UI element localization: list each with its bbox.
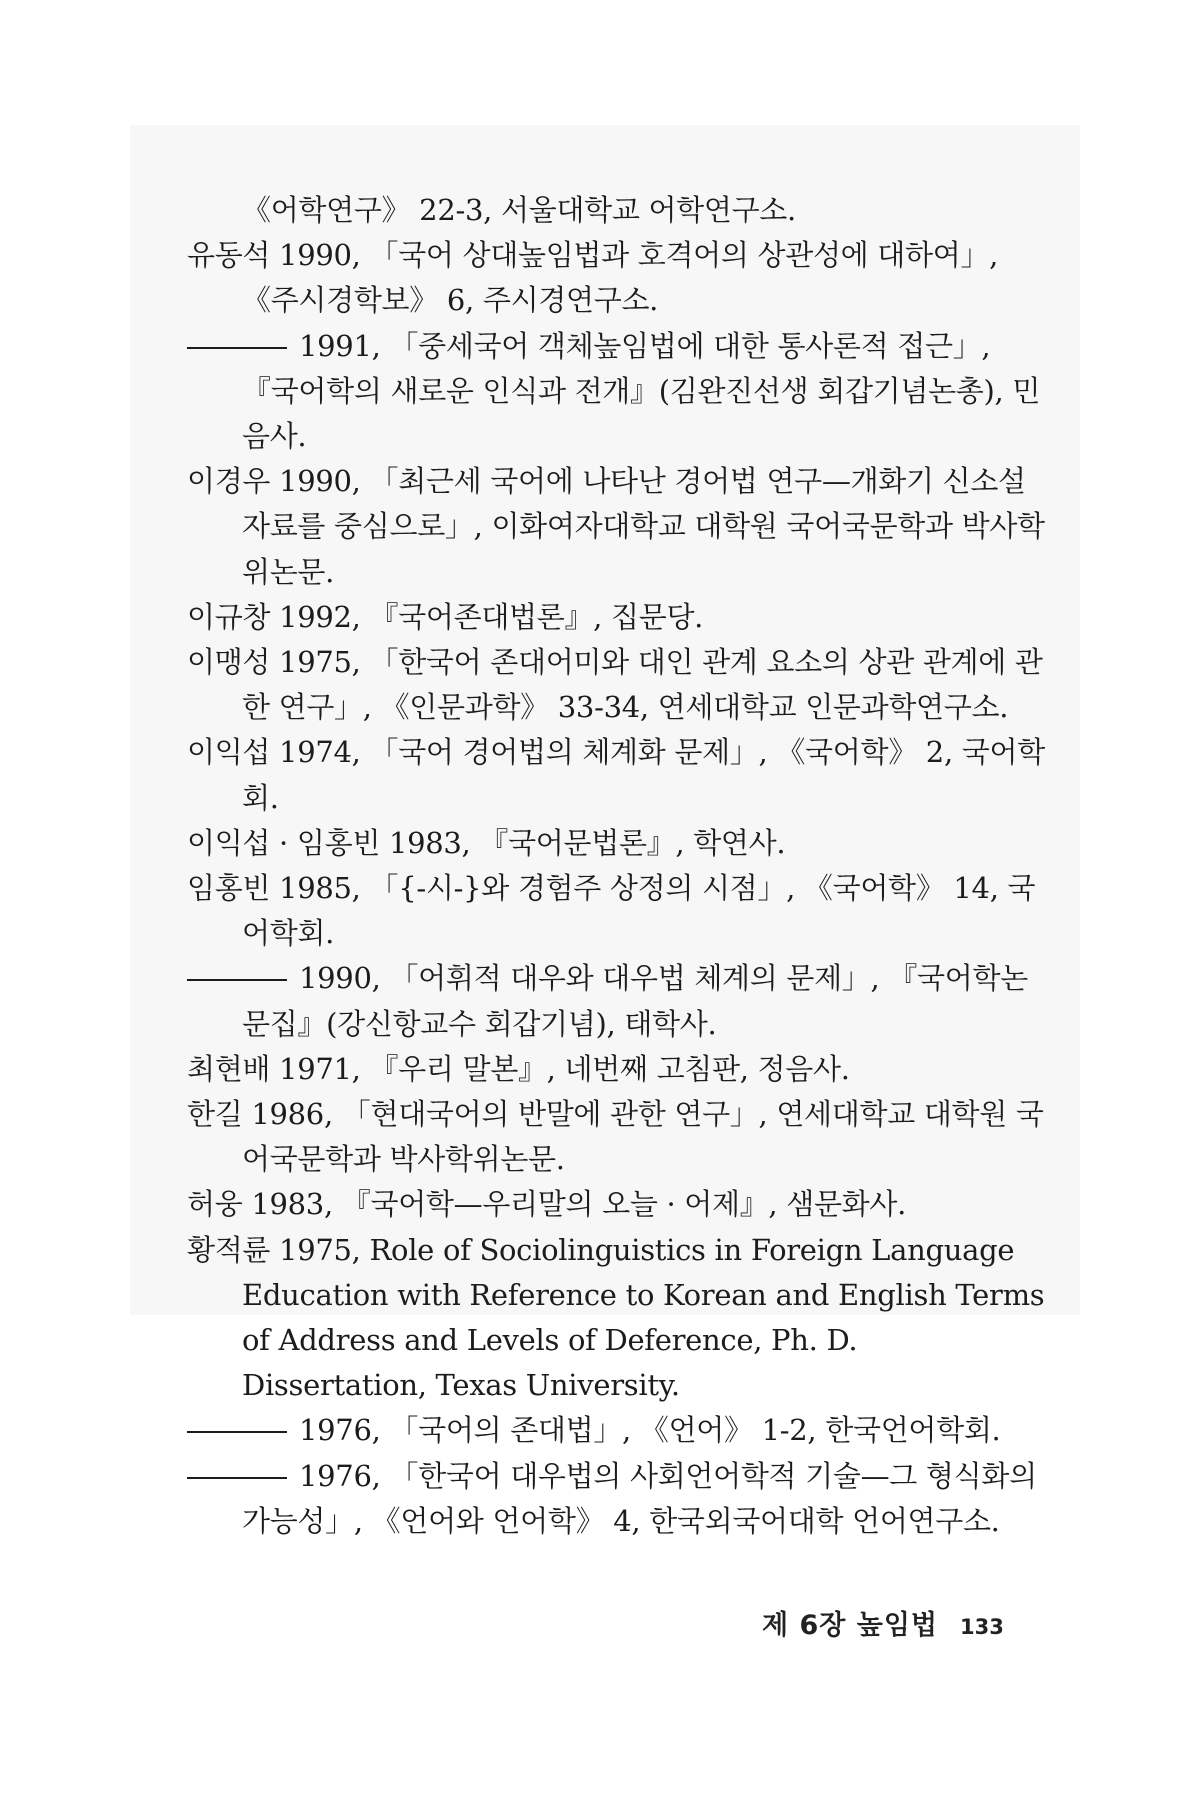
reference-text: 임홍빈 1985, 「{-시-}와 경험주 상정의 시점」, 《국어학》 14, 국어학회. [187, 871, 1036, 951]
reference-text: 한길 1986, 「현대국어의 반말에 관한 연구」, 연세대학교 대학원 국어국문학과 박사학위논문. [187, 1097, 1044, 1177]
reference-entry [187, 1408, 1047, 1453]
reference-entry [187, 233, 1047, 323]
reference-entry [187, 640, 1047, 730]
reference-text: 최현배 1971, 『우리 말본』, 네번째 고침판, 정음사. [187, 1051, 850, 1086]
reference-entry [187, 188, 1047, 233]
reference-text: 1976, 「국어의 존대법」, 《언어》 1-2, 한국언어학회. [299, 1413, 1001, 1448]
reference-entry [187, 1228, 1047, 1409]
page-number: 133 [960, 1615, 1004, 1639]
repeat-author-dash [187, 1431, 287, 1433]
reference-entry [187, 821, 1047, 866]
chapter-title: 제 6장 높임법 [762, 1610, 938, 1641]
repeat-author-dash [187, 1477, 287, 1479]
reference-text: 이익섭 1974, 「국어 경어법의 체계화 문제」, 《국어학》 2, 국어학회. [187, 735, 1045, 815]
reference-text: 이맹성 1975, 「한국어 존대어미와 대인 관계 요소의 상관 관계에 관한 연구」, 《인문과학》 33-34, 연세대학교 인문과학연구소. [187, 645, 1043, 725]
reference-text: 《어학연구》 22-3, 서울대학교 어학연구소. [242, 193, 796, 227]
reference-entry [187, 1454, 1047, 1544]
reference-entry [187, 1182, 1047, 1227]
reference-entry [187, 324, 1047, 460]
reference-text: 이익섭 · 임홍빈 1983, 『국어문법론』, 학연사. [187, 825, 786, 860]
reference-text: 허웅 1983, 『국어학—우리말의 오늘 · 어제』, 샘문화사. [187, 1187, 907, 1222]
reference-text: 이규창 1992, 『국어존대법론』, 집문당. [187, 599, 704, 634]
reference-entry [187, 866, 1047, 956]
reference-text: 유동석 1990, 「국어 상대높임법과 호격어의 상관성에 대하여」, 《주시경학보》 6, 주시경연구소. [187, 238, 999, 318]
reference-text: 1990, 「어휘적 대우와 대우법 체계의 문제」, 『국어학논문집』(강신항교수 회갑기념), 태학사. [242, 961, 1028, 1041]
reference-text: 이경우 1990, 「최근세 국어에 나타난 경어법 연구—개화기 신소설 자료를 중심으로」, 이화여자대학교 대학원 국어국문학과 박사학위논문. [187, 464, 1045, 589]
running-footer [762, 1603, 1004, 1642]
reference-entry [187, 1047, 1047, 1092]
reference-text: 1976, 「한국어 대우법의 사회언어학적 기술—그 형식화의 가능성」, 《언어와 언어학》 4, 한국외국어대학 언어연구소. [242, 1458, 1037, 1538]
reference-entry [187, 459, 1047, 595]
reference-entry [187, 730, 1047, 820]
reference-text: 1991, 「중세국어 객체높임법에 대한 통사론적 접근」, 『국어학의 새로운 인식과 전개』(김완진선생 회갑기념논총), 민음사. [242, 328, 1041, 454]
reference-list [187, 188, 1047, 1544]
reference-entry [187, 1092, 1047, 1182]
reference-text: 황적륜 1975, Role of Sociolinguistics in Foreign Language Education with Reference to Korean and English Terms of Address and Levels of Deference, Ph. D. Dissertation, Texas University. [187, 1232, 1045, 1403]
repeat-author-dash [187, 347, 287, 349]
reference-entry [187, 595, 1047, 640]
reference-entry [187, 956, 1047, 1046]
repeat-author-dash [187, 979, 287, 981]
